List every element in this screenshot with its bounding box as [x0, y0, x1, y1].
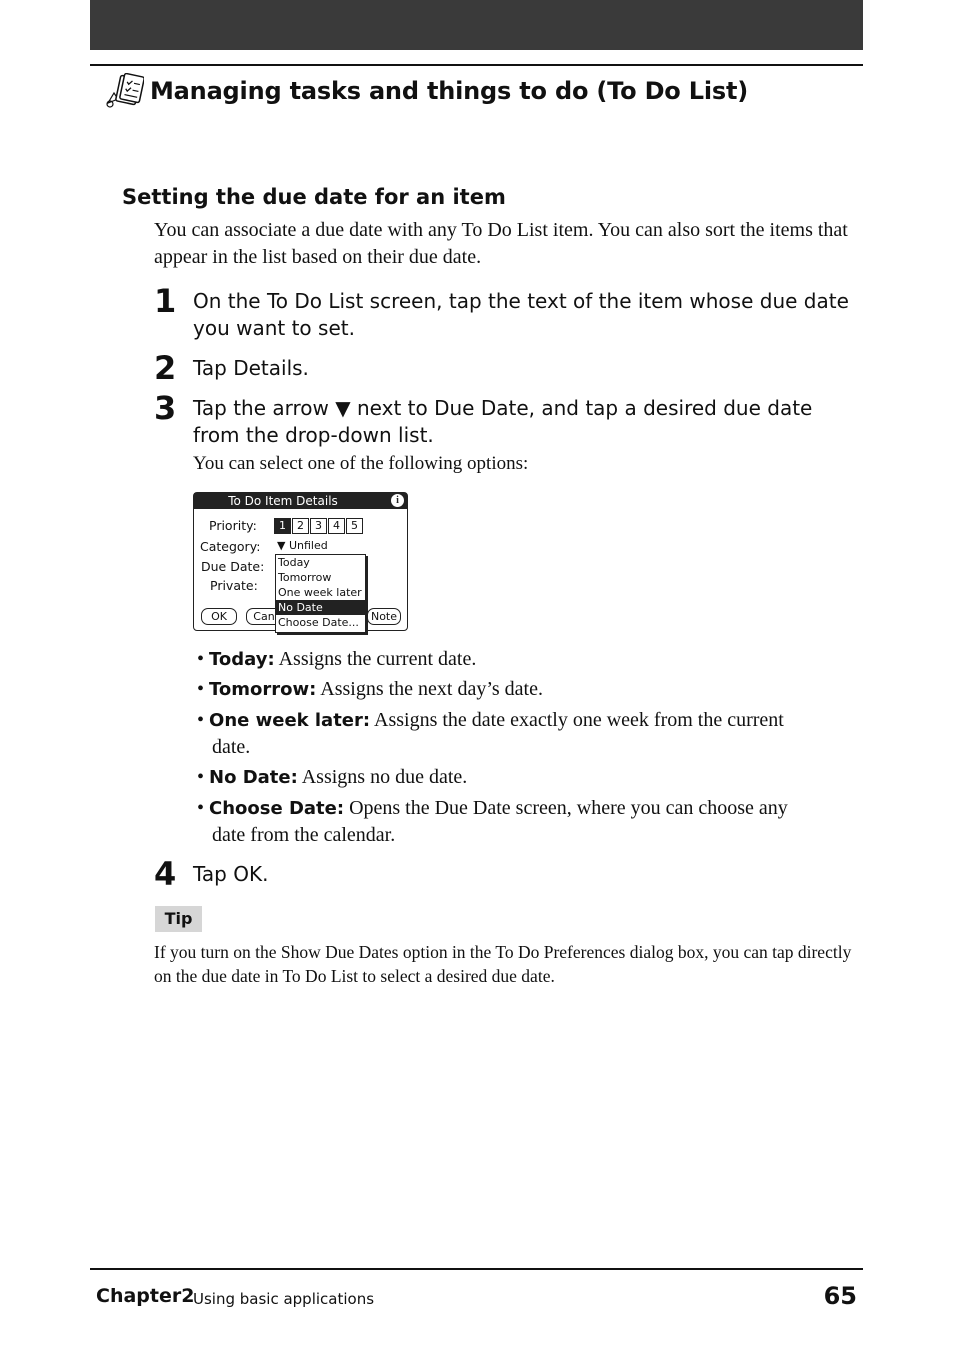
priority-selector — [274, 518, 364, 534]
priority-4[interactable]: 4 — [328, 518, 345, 534]
step-number: 2 — [154, 349, 177, 387]
due-date-dropdown[interactable] — [275, 554, 366, 633]
option-desc: Assigns the current date. — [278, 648, 477, 670]
tip-text: If you turn on the Show Due Dates option in the To Do Preferences dialog box, you can tap directly on the due date in To Do List to select a desired due date. — [154, 942, 852, 986]
dropdown-item-today[interactable]: Today — [278, 556, 310, 569]
section-intro: You can associate a due date with any To Do List item. You can also sort the items that appear in the list based on their due date. — [154, 219, 848, 268]
option-term: Today: — [209, 649, 275, 670]
option-desc: Opens the Due Date screen, where you can choose any — [349, 797, 788, 819]
option-desc-cont: date. — [212, 736, 251, 758]
priority-label: Priority: — [209, 518, 257, 533]
option-term: One week later: — [209, 710, 371, 731]
top-banner — [90, 0, 863, 50]
cancel-button[interactable]: Can — [246, 608, 282, 625]
step-number: 4 — [154, 855, 177, 893]
priority-3[interactable]: 3 — [310, 518, 327, 534]
priority-2[interactable]: 2 — [292, 518, 309, 534]
option-no-date: • No Date: Assigns no due date. — [197, 766, 468, 788]
ok-button[interactable]: OK — [201, 608, 237, 625]
option-today: • Today: Assigns the current date. — [197, 648, 477, 670]
dropdown-item-choose-date[interactable]: Choose Date... — [278, 616, 359, 629]
page-number: 65 — [823, 1282, 857, 1310]
option-one-week-later: • One week later: Assigns the date exactly one week from the current date. — [197, 709, 784, 758]
dropdown-item-no-date[interactable]: No Date — [276, 600, 365, 615]
footer-chapter: Chapter2 — [96, 1285, 195, 1307]
option-choose-date: • Choose Date: Opens the Due Date screen, where you can choose any date from the calendar. — [197, 797, 788, 846]
note-button[interactable]: Note — [367, 608, 401, 625]
category-label: Category: — [200, 539, 261, 554]
option-term: No Date: — [209, 767, 298, 788]
step-text: Tap OK. — [193, 862, 269, 886]
option-term: Choose Date: — [209, 798, 345, 819]
option-tomorrow: • Tomorrow: Assigns the next day’s date. — [197, 678, 543, 700]
screen-title: To Do Item Details — [194, 493, 372, 509]
options-intro: You can select one of the following options: — [193, 453, 529, 474]
info-icon[interactable]: i — [391, 494, 404, 507]
top-rule — [90, 64, 863, 66]
step-text: Tap Details. — [193, 356, 309, 380]
bottom-rule — [90, 1268, 863, 1270]
todo-item-details-screenshot — [193, 492, 408, 631]
dropdown-item-tomorrow[interactable]: Tomorrow — [278, 571, 332, 584]
step-number: 1 — [154, 282, 177, 320]
priority-5[interactable]: 5 — [346, 518, 363, 534]
step-text: Tap the arrow ▼ next to Due Date, and tap a desired due date from the drop-down list. — [193, 396, 813, 447]
tip-label: Tip — [155, 906, 202, 932]
option-desc: Assigns no due date. — [301, 766, 468, 788]
footer-section: Using basic applications — [193, 1290, 375, 1308]
due-date-label: Due Date: — [201, 559, 265, 574]
option-desc-cont: date from the calendar. — [212, 824, 396, 846]
todo-list-icon — [104, 73, 144, 109]
section-title: Setting the due date for an item — [122, 185, 506, 209]
option-desc: Assigns the next day’s date. — [320, 678, 543, 700]
priority-1[interactable]: 1 — [274, 518, 291, 534]
option-desc: Assigns the date exactly one week from the current — [374, 709, 784, 731]
chapter-title: Managing tasks and things to do (To Do List) — [150, 77, 748, 105]
option-term: Tomorrow: — [209, 679, 317, 700]
chapter-heading — [104, 73, 748, 109]
step-number: 3 — [154, 389, 177, 427]
dropdown-item-one-week-later[interactable]: One week later — [278, 586, 362, 599]
step-text: On the To Do List screen, tap the text of the item whose due date you want to set. — [193, 289, 849, 340]
private-label: Private: — [210, 578, 258, 593]
category-picker[interactable]: ▼ Unfiled — [277, 539, 328, 552]
